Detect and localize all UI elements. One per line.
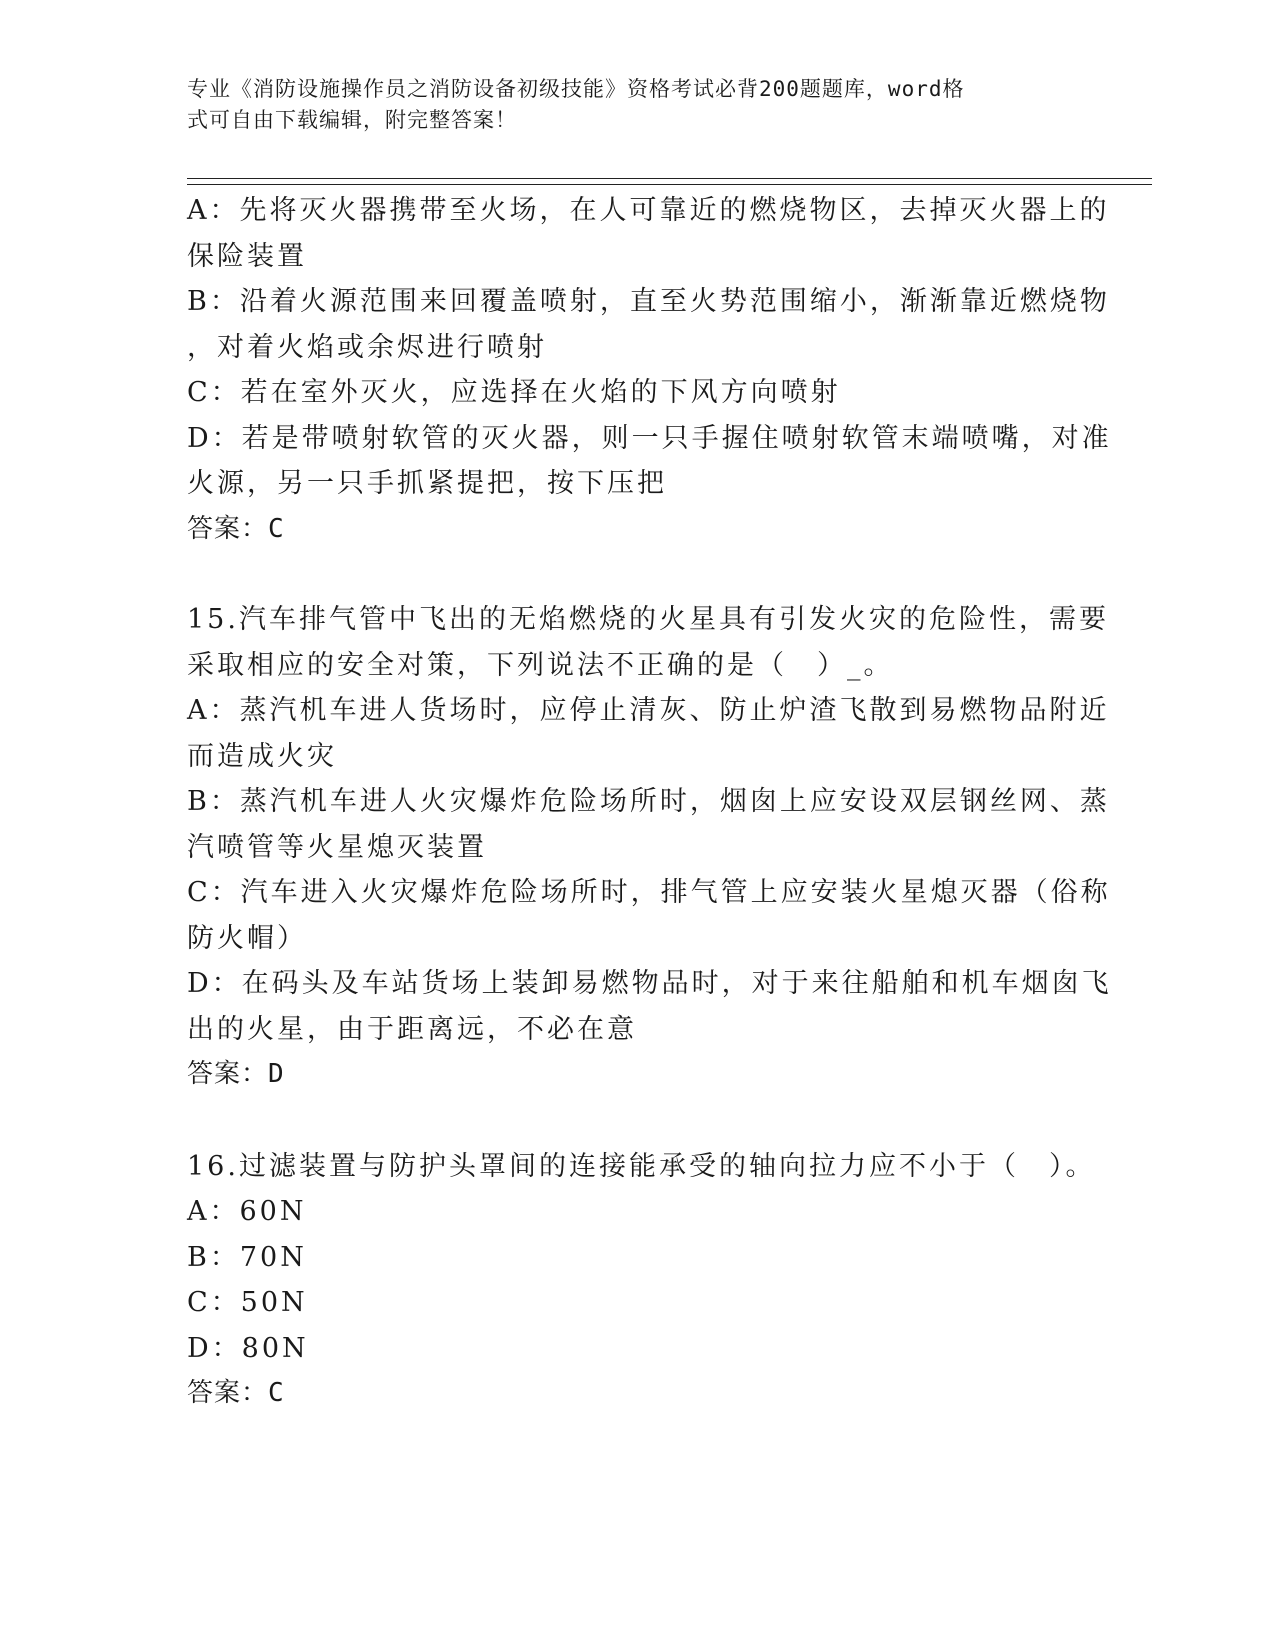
header-divider-bottom [187, 184, 1152, 185]
option-c-line-1: C：若在室外灭火，应选择在火焰的下风方向喷射 [187, 377, 841, 408]
document-header [187, 74, 1067, 136]
option-c-line-2: 防火帽） [187, 922, 307, 954]
answer-label: 答案：D [187, 1059, 285, 1089]
option-c-line-1: C：汽车进入火灾爆炸危险场所时，排气管上应安装火星熄灭器（俗称 [187, 877, 1111, 908]
option-a-line-1: A：先将灭火器携带至火场，在人可靠近的燃烧物区，去掉灭火器上的 [187, 195, 1110, 226]
option-b-line-1: B：沿着火源范围来回覆盖喷射，直至火势范围缩小，渐渐靠近燃烧物 [187, 286, 1110, 317]
option-d-line-1: D：若是带喷射软管的灭火器，则一只手握住喷射软管末端喷嘴，对准 [187, 422, 1112, 454]
option-d-line-2: 出的火星，由于距离远，不必在意 [187, 1013, 637, 1045]
header-line-2: 式可自由下载编辑，附完整答案！ [187, 108, 517, 132]
option-d-line-2: 火源，另一只手抓紧提把，按下压把 [187, 468, 667, 499]
question-16-block [187, 1144, 1096, 1417]
question-list [187, 188, 1112, 1417]
spacer [187, 1098, 1087, 1144]
answer-label: 答案：C [187, 513, 285, 544]
option-d-line-1: D：在码头及车站货场上装卸易燃物品时，对于来往船舶和机车烟囱飞 [187, 968, 1112, 999]
option-c: C：50N [187, 1287, 308, 1318]
option-a-line-2: 而造成火灾 [187, 740, 337, 772]
option-a: A：60N [187, 1196, 307, 1227]
header-divider-top [187, 178, 1152, 179]
option-b-line-2: 汽喷管等火星熄灭装置 [187, 831, 487, 863]
question-15-block [187, 597, 1112, 1098]
option-a-line-1: A：蒸汽机车进人货场时，应停止清灰、防止炉渣飞散到易燃物品附近 [187, 695, 1110, 726]
question-stem-line-1: 16.过滤装置与防护头罩间的连接能承受的轴向拉力应不小于（ ）。 [187, 1150, 1096, 1182]
question-stem-line-2: 采取相应的安全对策，下列说法不正确的是（ ）_。 [187, 649, 894, 681]
question-14-block [187, 188, 1112, 552]
option-a-line-2: 保险装置 [187, 240, 307, 272]
header-line-1: 专业《消防设施操作员之消防设备初级技能》资格考试必背200题题库，word格 [187, 77, 965, 101]
option-b: B：70N [187, 1241, 307, 1273]
spacer [187, 552, 1087, 597]
option-d: D：80N [187, 1332, 309, 1364]
answer-label: 答案：C [187, 1378, 285, 1408]
option-b-line-1: B：蒸汽机车进人火灾爆炸危险场所时，烟囱上应安设双层钢丝网、蒸 [187, 786, 1110, 817]
question-stem-line-1: 15.汽车排气管中飞出的无焰燃烧的火星具有引发火灾的危险性，需要 [187, 604, 1109, 635]
option-b-line-2: ，对着火焰或余烬进行喷射 [187, 331, 547, 363]
